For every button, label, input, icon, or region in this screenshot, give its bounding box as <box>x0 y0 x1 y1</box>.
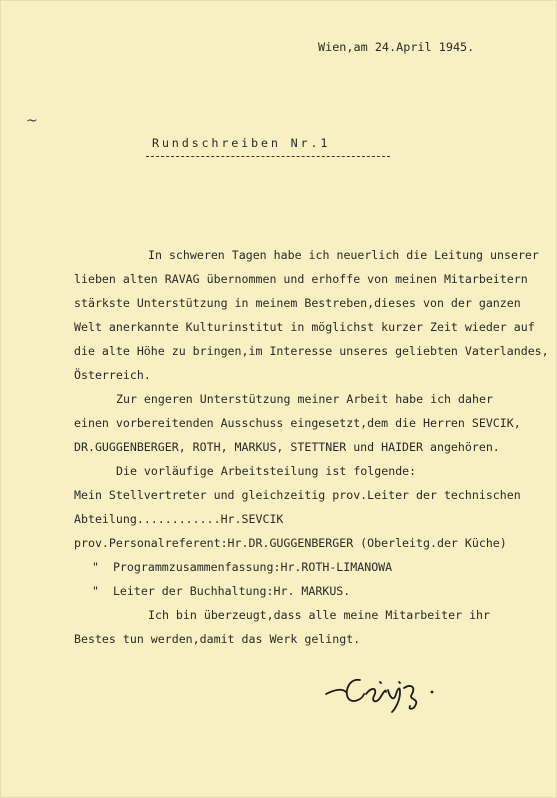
body-line: In schweren Tagen habe ich neuerlich die Leitung unserer <box>148 248 539 262</box>
body-line: Die vorläufige Arbeitsteilung ist folgende: <box>116 464 417 478</box>
date-line: Wien,am 24.April 1945. <box>318 40 475 54</box>
margin-mark: ~ <box>26 113 38 129</box>
title-underline <box>146 156 390 157</box>
body-line: Zur engeren Unterstützung meiner Arbeit habe ich daher <box>116 392 493 406</box>
body-line: einen vorbereitenden Ausschuss eingesetzt,dem die Herren SEVCIK, <box>74 416 521 430</box>
body-line: stärkste Unterstützung in meinem Bestreben,dieses von der ganzen <box>74 296 521 310</box>
closing-line: Bestes tun werden,damit das Werk gelingt. <box>74 632 361 646</box>
closing-line: Ich bin überzeugt,dass alle meine Mitarbeiter ihr <box>148 608 491 622</box>
body-line: " Programmzusammenfassung:Hr.ROTH-LIMANOWA <box>92 560 393 574</box>
body-line: prov.Personalreferent:Hr.DR.GUGGENBERGER (Oberleitg.der Küche) <box>74 536 507 550</box>
handwritten-signature <box>320 668 450 714</box>
body-line: lieben alten RAVAG übernommen und erhoffe von meinen Mitarbeitern <box>74 272 528 286</box>
body-line: Abteilung............Hr.SEVCIK <box>74 512 284 526</box>
body-line: Mein Stellvertreter und gleichzeitig prov.Leiter der technischen <box>74 488 521 502</box>
body-line: DR.GUGGENBERGER, ROTH, MARKUS, STETTNER und HAIDER angehören. <box>74 440 500 454</box>
body-line: " Leiter der Buchhaltung:Hr. MARKUS. <box>92 584 351 598</box>
body-line: Welt anerkannte Kulturinstitut in möglichst kurzer Zeit wieder auf <box>74 320 535 334</box>
body-line: die alte Höhe zu bringen,im Interesse unseres geliebten Vaterlandes, <box>74 344 549 358</box>
letter-title: Rundschreiben Nr.1 <box>152 136 331 150</box>
body-line: Österreich. <box>74 368 151 382</box>
